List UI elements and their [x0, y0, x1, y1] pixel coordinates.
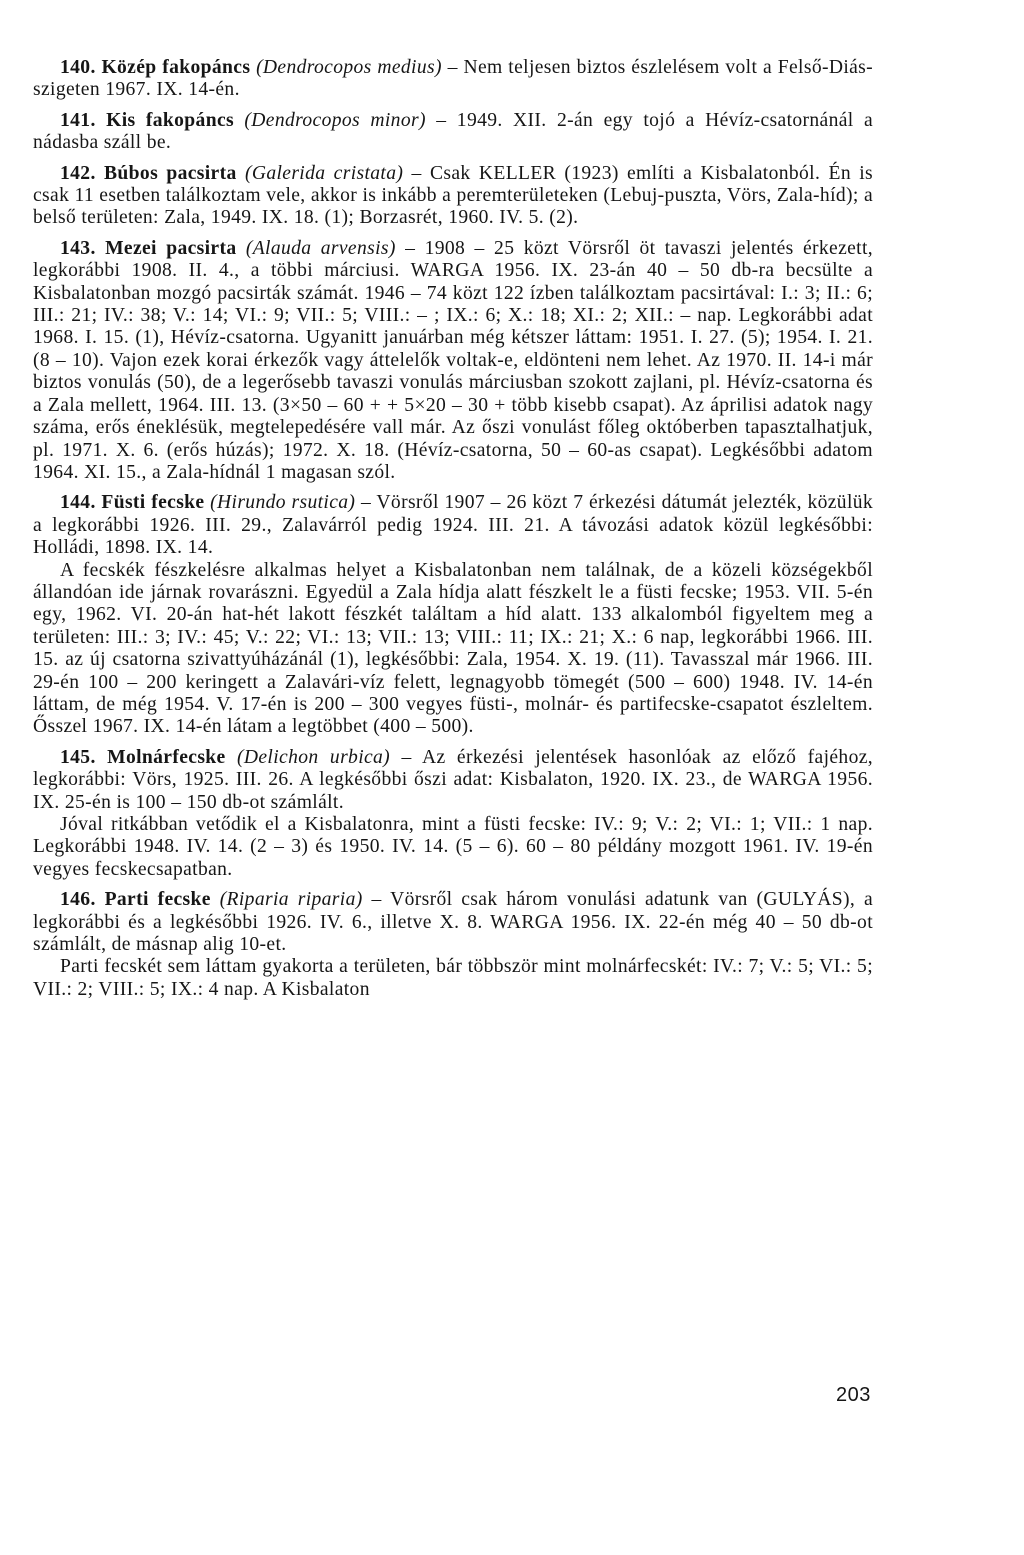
- scientific-name: (Delichon urbica): [237, 746, 391, 768]
- entry-text: – Csak KELLER (1923) említi a Kisbalatonból. Én is csak 11 esetben találkoztam vele, akkor is inkább a peremterületeken (Lebuj-puszta, Vörs, Zala-híd); a belső területen: Zala, 1949. IX. 18. (1); Borzasrét, 1960. IV. 5. (2).: [33, 162, 874, 229]
- entry-number: 146.: [60, 889, 96, 911]
- species-entry-146: [33, 889, 873, 1001]
- entry-paragraph: [33, 110, 873, 155]
- species-entry-145: [33, 747, 873, 881]
- species-name: Búbos pacsirta: [104, 162, 237, 184]
- scientific-name: (Alauda arvensis): [245, 237, 396, 259]
- scientific-name: (Galerida cristata): [244, 162, 404, 184]
- species-entry-140: [33, 57, 873, 102]
- scientific-name: (Dendrocopos minor): [244, 109, 426, 131]
- species-entry-141: [33, 110, 873, 155]
- scientific-name: (Dendrocopos medius): [256, 57, 442, 78]
- entry-text: – Vörsről csak három vonulási adatunk van (GULYÁS), a legkorábbi és a legkésőbbi 1926. IV. 6., illetve X. 8. WARGA 1956. IX. 22-én még 40 – 50 db-ot számlált, de másnap alig 10-et.: [33, 889, 874, 956]
- entry-number: 141.: [60, 109, 96, 131]
- scientific-name: (Riparia riparia): [219, 889, 363, 911]
- entry-number: 140.: [60, 57, 96, 78]
- entry-paragraph: [33, 492, 873, 559]
- entry-text: – Vörsről 1907 – 26 közt 7 érkezési dátumát jelezték, közülük a legkorábbi 1926. III. 29., Zalavárról pedig 1924. III. 21. A távozási adatok közül legkésőbbi: Holládi, 1898. IX. 14.: [33, 492, 874, 559]
- species-name: Parti fecske: [104, 889, 211, 911]
- species-name: Molnárfecske: [107, 746, 226, 768]
- species-name: Füsti fecske: [101, 492, 205, 514]
- entry-text: – Az érkezési jelentések hasonlóak az előző fajéhoz, legkorábbi: Vörs, 1925. III. 26. A legkésőbbi őszi adat: Kisbalaton, 1920. IX. 23., de WARGA 1956. IX. 25-én is 100 – 150 db-ot számlált.: [33, 746, 874, 813]
- species-name: Közép fakopáncs: [101, 57, 251, 78]
- page-body: [33, 57, 873, 1009]
- entry-paragraph: [33, 57, 873, 102]
- entry-number: 143.: [60, 237, 96, 259]
- entry-text: – 1949. XII. 2-án egy tojó a Hévíz-csatornánál a nádasba száll be.: [33, 109, 874, 154]
- species-entry-142: [33, 163, 873, 230]
- entry-number: 144.: [60, 492, 96, 514]
- entry-paragraph: [33, 747, 873, 814]
- entry-paragraph-continued: A fecskék fészkelésre alkalmas helyet a Kisbalatonban nem találnak, de a közeli községekből állandóan ide járnak rovarászni. Egyedül a Zala hídja alatt fészkelt le a füsti fecske; 1953. VII. 5-én egy, 1962. VI. 20-án hat-hét lakott fészkét találtam a híd alatt. 133 alkalomból figyeltem meg a területen: III.: 3; IV.: 45; V.: 22; VI.: 13; VII.: 13; VIII.: 11; IX.: 21; X.: 6 nap, legkorábbi 1966. III. 15. az új csatorna szivattyúházánál (1), legkésőbbi: Zala, 1954. X. 19. (11). Tavasszal már 1966. III. 29-én 100 – 200 keringett a Zalavári-víz felett, legnagyobb tömegét (500 – 600) 1948. IV. 14-én láttam, de még 1954. V. 17-én is 200 – 300 vegyes füsti-, molnár- és partifecske-csapatot észleltem. Ősszel 1967. IX. 14-én látam a legtöbbet (400 – 500).: [33, 559, 873, 738]
- entry-number: 145.: [60, 746, 96, 768]
- species-name: Kis fakopáncs: [106, 109, 234, 131]
- entry-paragraph-continued: Parti fecskét sem láttam gyakorta a területen, bár többször mint molnárfecskét: IV.: 7; V.: 5; VI.: 5; VII.: 2; VIII.: 5; IX.: 4 nap. A Kisbalaton: [33, 956, 873, 1000]
- page-number: 203: [836, 1384, 871, 1406]
- entry-paragraph: [33, 238, 873, 484]
- entry-text: – 1908 – 25 közt Vörsről öt tavaszi jelentés érkezett, legkorábbi 1908. II. 4., a többi márciusi. WARGA 1956. IX. 23-án 40 – 50 db-ra becsülte a Kisbalatonban mozgó pacsirták számát. 1946 – 74 közt 122 ízben találkoztam pacsirtával: I.: 3; II.: 6; III.: 21; IV.: 38; V.: 14; VI.: 9; VII.: 5; VIII.: – ; IX.: 6; X.: 18; XI.: 2; XII.: – nap. Legkorábbi adat 1968. I. 15. (1), Hévíz-csatorna. Ugyanitt januárban még kétszer láttam: 1951. I. 27. (5); 1954. I. 21. (8 – 10). Vajon ezek korai érkezők vagy áttelelők voltak-e, eldönteni nem lehet. Az 1970. II. 14-i már biztos vonulás (50), de a legerősebb tavaszi vonulás márciusban szokott zajlani, pl. Hévíz-csatorna és a Zala mellett, 1964. III. 13. (3×50 – 60 + + 5×20 – 30 + több kisebb csapat). Az áprilisi adatok nagy száma, erős éneklésük, megtelepedésére vall már. Az őszi vonulást főleg októberben tapasztalhatjuk, pl. 1971. X. 6. (erős húzás); 1972. X. 18. (Hévíz-csatorna, 50 – 60-as csapat). Legkésőbbi adatom 1964. XI. 15., a Zala-hídnál 1 magasan szól.: [33, 237, 874, 483]
- species-entry-144: [33, 492, 873, 738]
- entry-paragraph: [33, 889, 873, 956]
- entry-paragraph: [33, 163, 873, 230]
- entry-text: – Nem teljesen biztos észlelésem volt a Felső-Diás-szigeten 1967. IX. 14-én.: [33, 57, 874, 101]
- scientific-name: (Hirundo rsutica): [210, 492, 356, 514]
- entry-number: 142.: [60, 162, 96, 184]
- species-name: Mezei pacsirta: [105, 237, 237, 259]
- entry-paragraph-continued: Jóval ritkábban vetődik el a Kisbalatonra, mint a füsti fecske: IV.: 9; V.: 2; VI.: 1; VII.: 1 nap. Legkorábbi 1948. IV. 14. (2 – 3) és 1950. IV. 14. (5 – 6). 60 – 80 példány mozgott 1961. IV. 19-én vegyes fecskecsapatban.: [33, 814, 873, 880]
- species-entry-143: [33, 238, 873, 484]
